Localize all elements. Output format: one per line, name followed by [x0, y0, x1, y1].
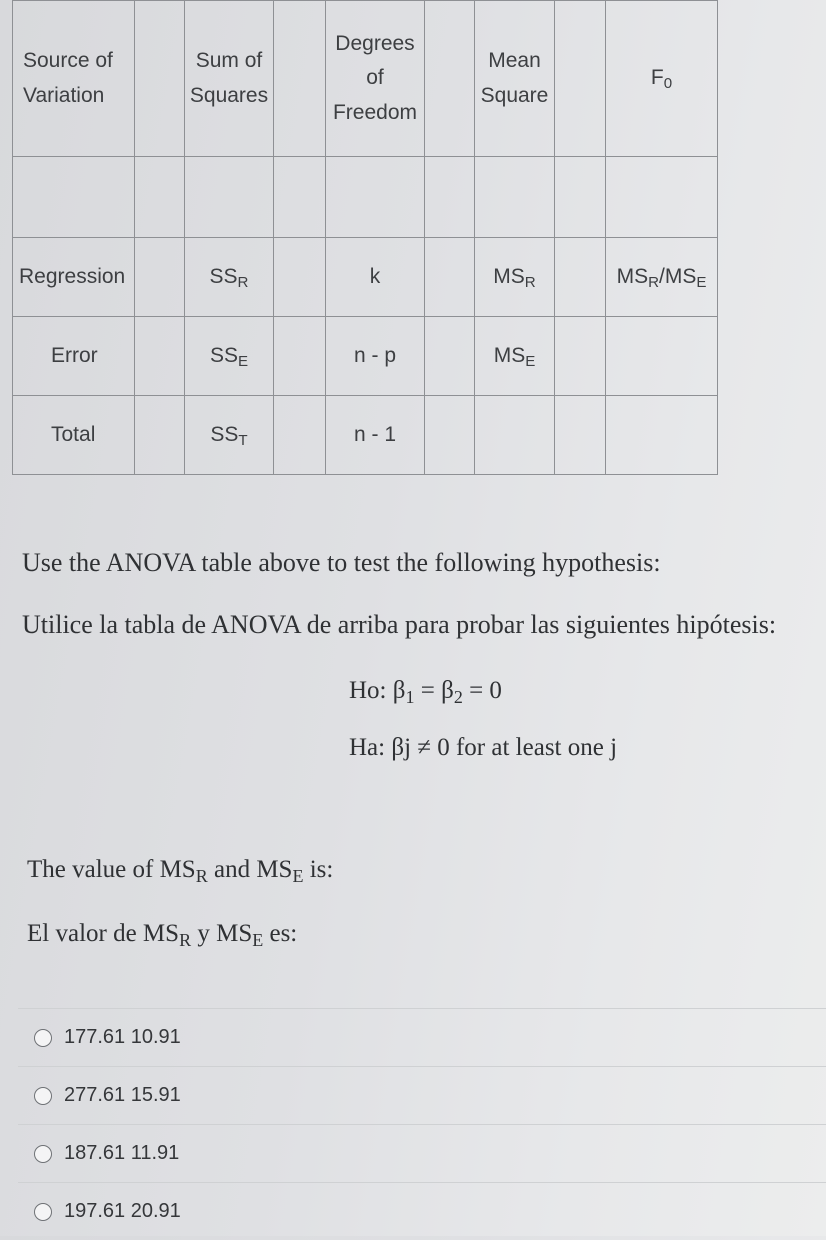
ss-error: $SS_E$: [185, 317, 274, 396]
answer-options: [18, 1008, 826, 1240]
anova-table: [12, 0, 718, 475]
option-label: 277.61 15.91: [64, 1084, 181, 1106]
row-label-error: Error: [13, 317, 135, 396]
table-row-total: [13, 396, 718, 475]
radio-button-icon[interactable]: [34, 1087, 52, 1105]
answer-option-1[interactable]: [18, 1008, 826, 1066]
answer-option-2[interactable]: [18, 1066, 826, 1124]
ms-regression: $MS_R$: [475, 238, 555, 317]
df-regression: k: [326, 238, 425, 317]
ss-total: $SS_T$: [185, 396, 274, 475]
df-error: n - p: [326, 317, 425, 396]
header-row: [13, 1, 718, 157]
table-row-error: [13, 317, 718, 396]
alternative-hypothesis: Ha: βj ≠ 0 for at least one j: [349, 734, 618, 761]
table-row-regression: [13, 238, 718, 317]
row-label-regression: Regression: [13, 238, 135, 317]
answer-option-4[interactable]: [18, 1182, 826, 1240]
prompt-english: The value of $MS_R$ and $MS_E$ is:: [27, 856, 334, 887]
radio-button-icon[interactable]: [34, 1029, 52, 1047]
instruction-spanish: Utilice la tabla de ANOVA de arriba para probar las siguientes hipótesis:: [22, 610, 777, 639]
instruction-english: Use the ANOVA table above to test the following hypothesis:: [22, 548, 661, 577]
empty-row: [13, 157, 718, 238]
header-mean-square: Mean Square: [475, 1, 555, 157]
option-label: 177.61 10.91: [64, 1026, 181, 1048]
ms-error: $MS_E$: [475, 317, 555, 396]
option-label: 197.61 20.91: [64, 1200, 181, 1222]
ss-regression: $SS_R$: [185, 238, 274, 317]
header-source: Source of Variation: [13, 1, 135, 157]
header-degrees-of-freedom: Degrees of Freedom: [326, 1, 425, 157]
radio-button-icon[interactable]: [34, 1145, 52, 1163]
null-hypothesis: Ho: $\beta_1 = \beta_2 = 0$: [349, 677, 502, 708]
answer-option-3[interactable]: [18, 1124, 826, 1182]
header-f0: $F_0$: [606, 1, 718, 157]
f-statistic: $MS_R/MS_E$: [606, 238, 718, 317]
option-label: 187.61 11.91: [64, 1142, 180, 1164]
radio-button-icon[interactable]: [34, 1203, 52, 1221]
row-label-total: Total: [13, 396, 135, 475]
prompt-spanish: El valor de $MS_R$ y $MS_E$ es:: [27, 920, 298, 951]
header-sum-of-squares: Sum of Squares: [185, 1, 274, 157]
df-total: n - 1: [326, 396, 425, 475]
